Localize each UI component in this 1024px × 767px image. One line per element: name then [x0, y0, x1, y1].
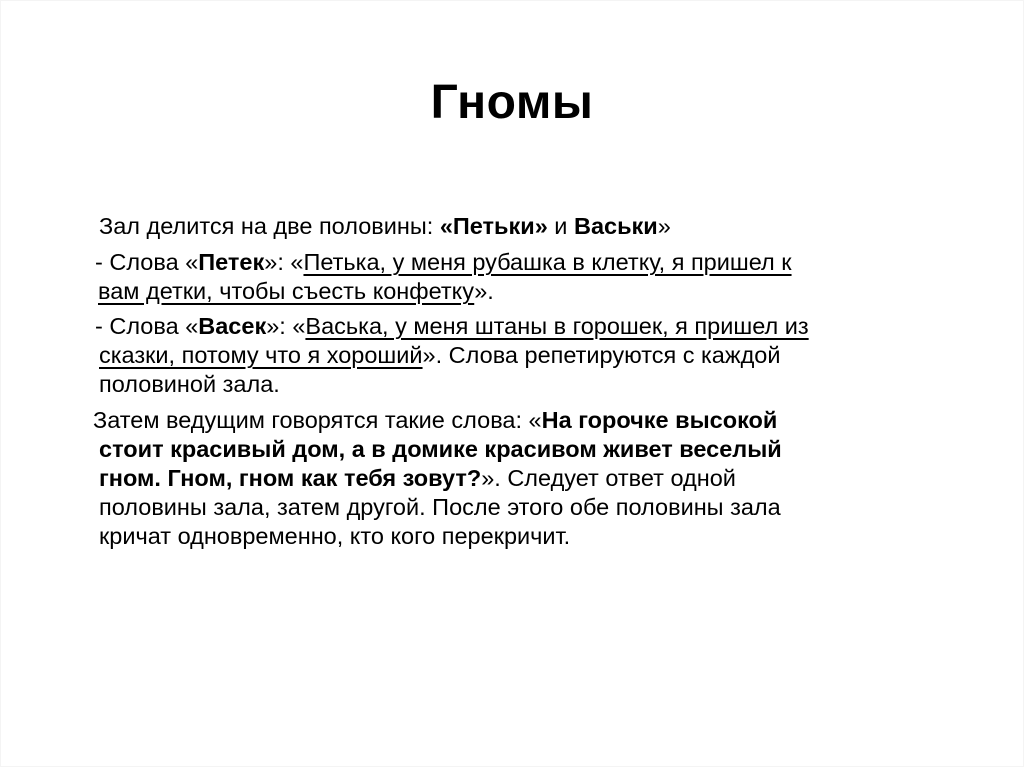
underlined-quote: вам детки, чтобы съесть конфетку: [98, 278, 475, 304]
paragraph-petek-words: [87, 248, 967, 306]
text-run: половиной зала.: [99, 371, 280, 397]
underlined-quote: Васька, у меня штаны в горошек, я пришел из: [305, 313, 809, 339]
text-run: - Слова «: [95, 249, 199, 275]
paragraph-vasek-words: [87, 312, 967, 399]
text-run: ».: [474, 278, 494, 304]
text-run: кричат одновременно, кто кого перекричит.: [99, 523, 571, 549]
text-line: [93, 522, 967, 551]
text-run: ». Слова репетируются с каждой: [422, 342, 781, 368]
bold-text: Васек: [198, 313, 267, 339]
bold-text: гном. Гном, гном как тебя зовут?: [99, 465, 482, 491]
text-line: [95, 312, 967, 341]
text-run: Зал делится на две половины:: [99, 213, 440, 239]
paragraph-host-words: [87, 406, 967, 551]
text-run: »: [657, 213, 671, 239]
text-line: [94, 277, 967, 306]
text-run: и: [547, 213, 574, 239]
text-line: [95, 370, 967, 399]
bold-text: стоит красивый дом, а в домике красивом живет веселый: [99, 436, 782, 462]
text-line: [93, 406, 967, 435]
bold-text: Петек: [198, 249, 265, 275]
text-line: [93, 435, 967, 464]
text-line: [95, 248, 967, 277]
bold-text: Васьки: [573, 213, 658, 239]
paragraph-intro: [87, 212, 967, 241]
text-run: половины зала, затем другой. После этого обе половины зала: [99, 494, 781, 520]
slide-body: [87, 212, 967, 551]
text-line: [93, 493, 967, 522]
slide-title: Гномы: [430, 76, 594, 129]
text-line: [99, 212, 967, 241]
underlined-quote: сказки, потому что я хороший: [99, 342, 423, 368]
bold-text: На горочке высокой: [541, 407, 778, 433]
text-run: ». Следует ответ одной: [481, 465, 736, 491]
text-run: »: «: [264, 249, 304, 275]
text-line: [95, 341, 967, 370]
text-run: Затем ведущим говорятся такие слова: «: [93, 407, 542, 433]
text-run: »: «: [266, 313, 306, 339]
bold-text: «Петьки»: [439, 213, 548, 239]
text-line: [93, 464, 967, 493]
text-run: - Слова «: [95, 313, 199, 339]
underlined-quote: Петька, у меня рубашка в клетку, я пришел к: [303, 249, 792, 275]
